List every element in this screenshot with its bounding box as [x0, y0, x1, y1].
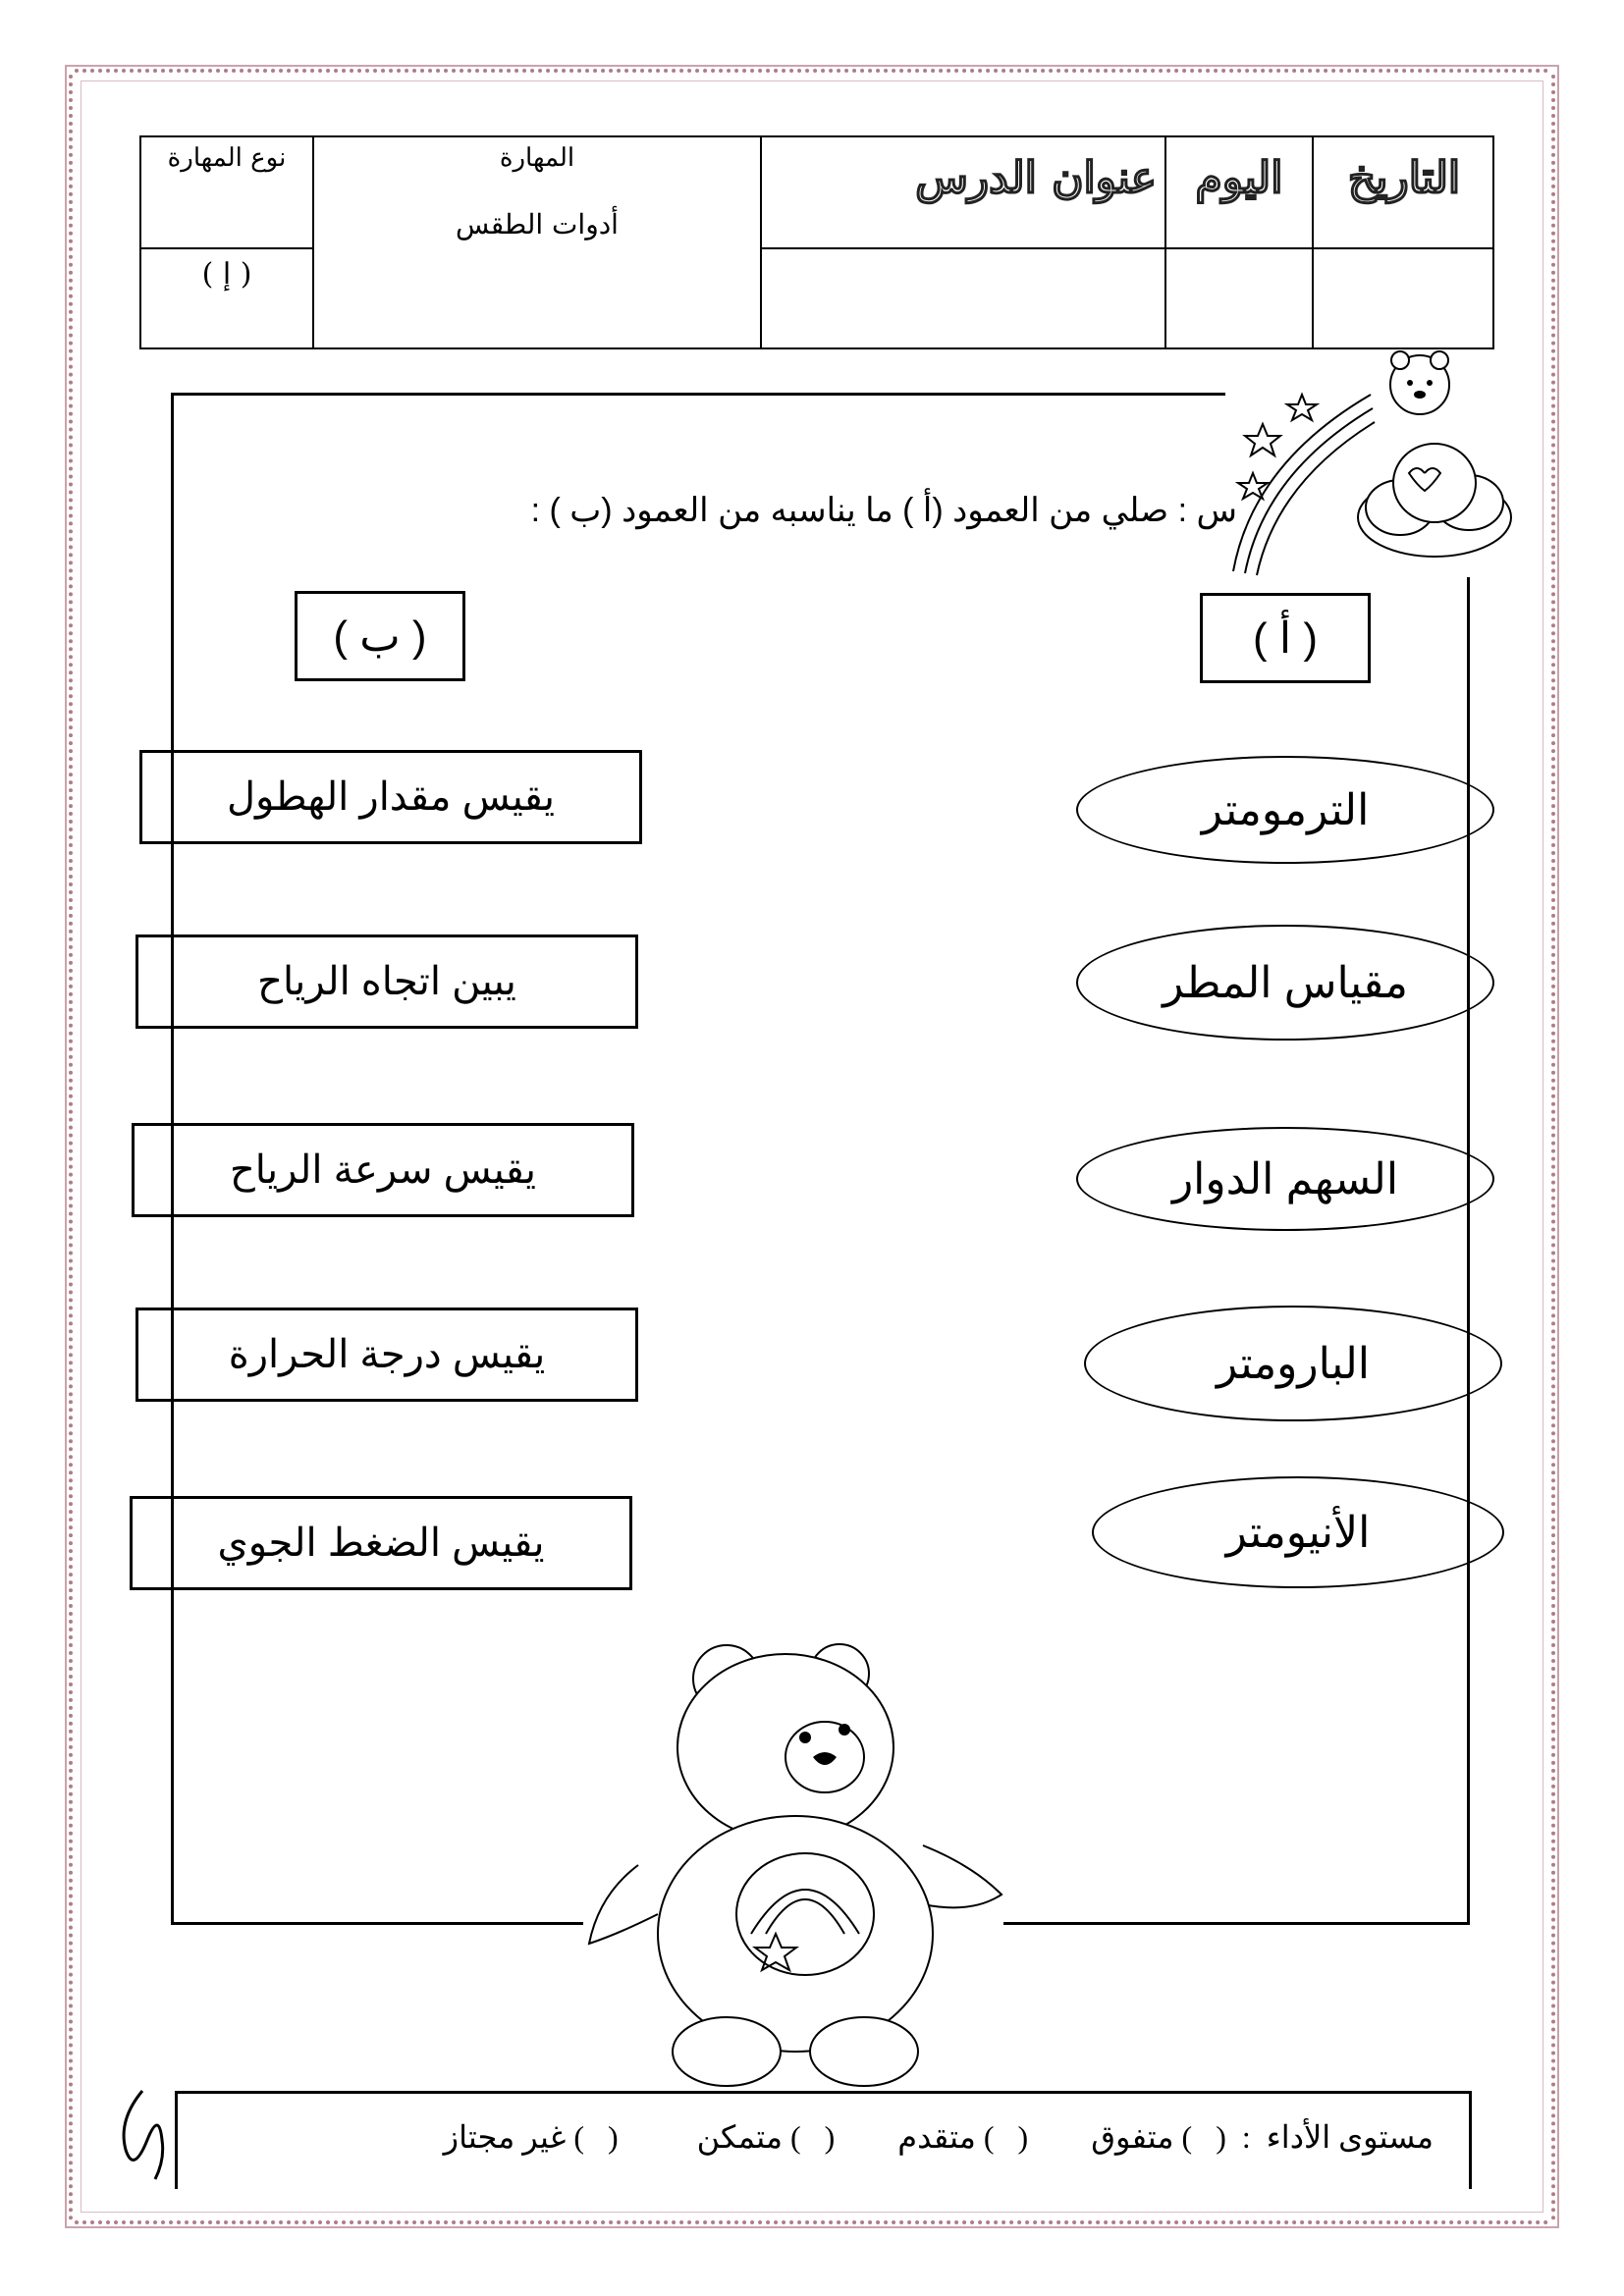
content-box-bottom-right: [1003, 1922, 1470, 1925]
column-a-item[interactable]: البارومتر: [1084, 1306, 1502, 1421]
skill-label: المهارة: [499, 143, 575, 173]
bear-on-cloud-illustration: [1223, 346, 1518, 581]
border-dots-top: [75, 69, 1549, 73]
teacher-signature: [108, 2081, 177, 2189]
content-box-top: [171, 393, 1225, 396]
date-label: التاريخ: [1347, 153, 1461, 203]
header-divider: [760, 247, 1494, 249]
footer-box-top: [175, 2091, 1471, 2094]
lesson-title-label: عنوان الدرس: [915, 153, 1157, 203]
column-a-item[interactable]: الترمومتر: [1076, 756, 1494, 864]
performance-level-text: مستوى الأداء : ( ) متفوق ( ) متقدم ( ) متمكن ( ) غير مجتاز: [443, 2119, 1434, 2155]
column-a-item[interactable]: السهم الدوار: [1076, 1127, 1494, 1231]
skill-type-label: نوع المهارة: [167, 143, 287, 173]
skill-value: أدوات الطقس: [456, 208, 619, 240]
bear-illustration: [579, 1620, 1011, 2091]
day-label: اليوم: [1195, 153, 1283, 203]
border-dots-left: [69, 75, 73, 2222]
column-b-item[interactable]: يقيس الضغط الجوي: [130, 1496, 632, 1590]
column-b-item[interactable]: يقيس مقدار الهطول: [139, 750, 642, 844]
question-text: س : صلي من العمود (أ ) ما يناسبه من العمود (ب ) :: [530, 492, 1237, 529]
column-b-item[interactable]: يبين اتجاه الرياح: [135, 934, 638, 1029]
border-dots-bottom: [75, 2220, 1549, 2224]
footer-box-right: [1469, 2091, 1472, 2189]
column-b-header: ( ب ): [295, 591, 465, 681]
content-box-right: [1467, 577, 1470, 1924]
column-a-item[interactable]: مقياس المطر: [1076, 925, 1494, 1041]
content-box-bottom-left: [171, 1922, 583, 1925]
header-divider: [760, 135, 762, 349]
column-a-header: ( أ ): [1200, 593, 1371, 683]
skill-type-value: ( إ ): [201, 257, 252, 292]
column-b-item[interactable]: يقيس درجة الحرارة: [135, 1308, 638, 1402]
column-b-item[interactable]: يقيس سرعة الرياح: [132, 1123, 634, 1217]
header-divider: [139, 247, 312, 249]
border-dots-right: [1551, 75, 1555, 2222]
column-a-item[interactable]: الأنيومتر: [1092, 1476, 1504, 1588]
